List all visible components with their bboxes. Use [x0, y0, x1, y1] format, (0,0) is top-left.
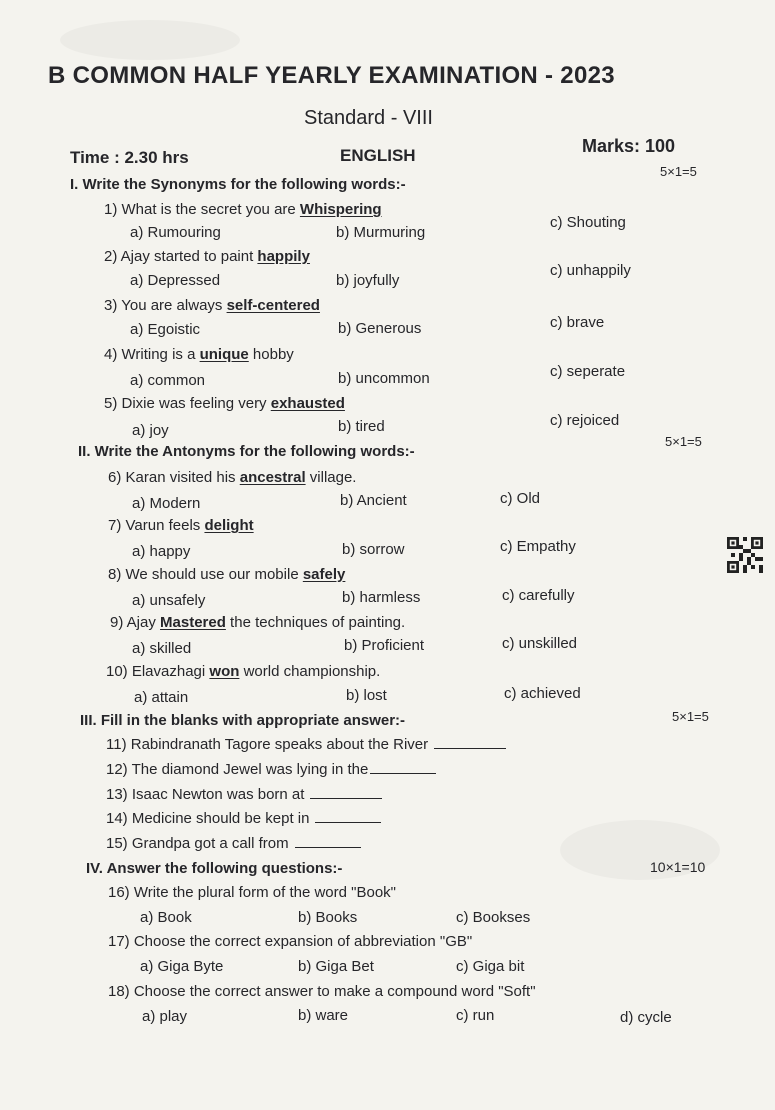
answer-blank [310, 786, 382, 799]
q5-option-b: b) tired [338, 418, 385, 435]
q10-option-b: b) lost [346, 687, 387, 704]
section-2-marks: 5×1=5 [665, 434, 702, 449]
q7-option-c: c) Empathy [500, 538, 576, 555]
answer-blank [370, 761, 436, 774]
subject-label: ENGLISH [340, 146, 416, 165]
section-3-marks: 5×1=5 [672, 709, 709, 724]
question-2: 2) Ajay started to paint happily [104, 248, 310, 265]
q16-option-b: b) Books [298, 909, 358, 926]
q9-option-b: b) Proficient [344, 637, 425, 654]
q2-option-c: c) unhappily [550, 262, 631, 279]
answer-blank [434, 736, 506, 749]
q7-option-b: b) sorrow [342, 541, 405, 558]
section-4-marks: 10×1=10 [650, 859, 706, 875]
exam-title: B COMMON HALF YEARLY EXAMINATION - 2023 [48, 62, 615, 89]
q1-option-c: c) Shouting [550, 214, 626, 231]
time-label: Time : 2.30 hrs [70, 148, 189, 167]
question-1: 1) What is the secret you are Whispering [104, 201, 382, 218]
q8-option-a: a) unsafely [132, 592, 206, 609]
paper-stain [60, 20, 240, 60]
q16-option-c: c) Booksеs [456, 909, 531, 926]
q5-option-c: c) rejoiced [550, 412, 620, 429]
question-4: 4) Writing is a unique hobby [104, 346, 294, 363]
q17-option-c: c) Giga bit [456, 958, 525, 975]
q18-option-c: c) run [456, 1007, 495, 1024]
q16-option-a: a) Book [140, 909, 192, 926]
question-11: 11) Rabindranath Tagore speaks about the River [106, 736, 506, 753]
q17-option-b: b) Giga Bet [298, 958, 374, 975]
answer-blank [315, 810, 381, 823]
section-1-heading: I. Write the Synonyms for the following words:- [70, 176, 406, 193]
section-4-heading: IV. Answer the following questions:- [86, 860, 343, 877]
q9-option-c: c) unskilled [502, 635, 578, 652]
q8-option-c: c) carefully [502, 587, 575, 604]
q6-option-c: c) Old [500, 490, 541, 507]
q3-option-b: b) Generous [338, 320, 422, 337]
question-12: 12) The diamond Jewel was lying in the [106, 761, 436, 778]
q4-option-c: c) seperate [550, 363, 626, 380]
q17-option-a: a) Giga Byte [140, 958, 224, 975]
question-13: 13) Isaac Newton was born at [106, 786, 382, 803]
question-17: 17) Choose the correct expansion of abbreviation "GB" [108, 933, 473, 950]
q3-option-c: c) brave [550, 314, 605, 331]
question-9: 9) Ajay Mastered the techniques of painting. [110, 614, 406, 631]
section-3-heading: III. Fill in the blanks with appropriate answer:- [80, 712, 406, 729]
q18-option-d: d) cycle [620, 1009, 672, 1026]
q1-option-b: b) Murmuring [336, 224, 426, 241]
q4-option-a: a) common [130, 372, 206, 389]
question-18: 18) Choose the correct answer to make a compound word "Soft" [108, 983, 536, 1000]
q7-option-a: a) happy [132, 543, 191, 560]
q1-option-a: a) Rumouring [130, 224, 221, 241]
section-1-marks: 5×1=5 [660, 164, 697, 179]
question-7: 7) Varun feels delight [108, 517, 254, 534]
question-6: 6) Karan visited his ancestral village. [108, 469, 357, 486]
q6-option-a: a) Modern [132, 495, 201, 512]
q2-option-a: a) Depressed [130, 272, 221, 289]
standard-label: Standard - VIII [304, 107, 433, 129]
question-8: 8) We should use our mobile safely [108, 566, 346, 583]
q10-option-a: a) attain [134, 689, 189, 706]
q5-option-a: a) joy [132, 422, 169, 439]
q4-option-b: b) uncommon [338, 370, 430, 387]
marks-label: Marks: 100 [582, 136, 676, 156]
q18-option-a: a) play [142, 1008, 188, 1025]
q2-option-b: b) joyfully [336, 272, 400, 289]
q8-option-b: b) harmless [342, 589, 421, 606]
question-16: 16) Write the plural form of the word "Book" [108, 884, 396, 901]
q9-option-a: a) skilled [132, 640, 192, 657]
q3-option-a: a) Egoistic [130, 321, 201, 338]
section-2-heading: II. Write the Antonyms for the following words:- [78, 443, 415, 460]
q18-option-b: b) ware [298, 1007, 349, 1024]
answer-blank [295, 835, 361, 848]
question-15: 15) Grandpa got a call from [106, 835, 361, 852]
question-10: 10) Elavazhagi won world championship. [106, 663, 381, 680]
question-14: 14) Medicine should be kept in [106, 810, 381, 827]
qr-code-icon [727, 537, 763, 573]
question-3: 3) You are always self-centered [104, 297, 320, 314]
question-5: 5) Dixie was feeling very exhausted [104, 395, 345, 412]
q6-option-b: b) Ancient [340, 492, 407, 509]
q10-option-c: c) achieved [504, 685, 581, 702]
